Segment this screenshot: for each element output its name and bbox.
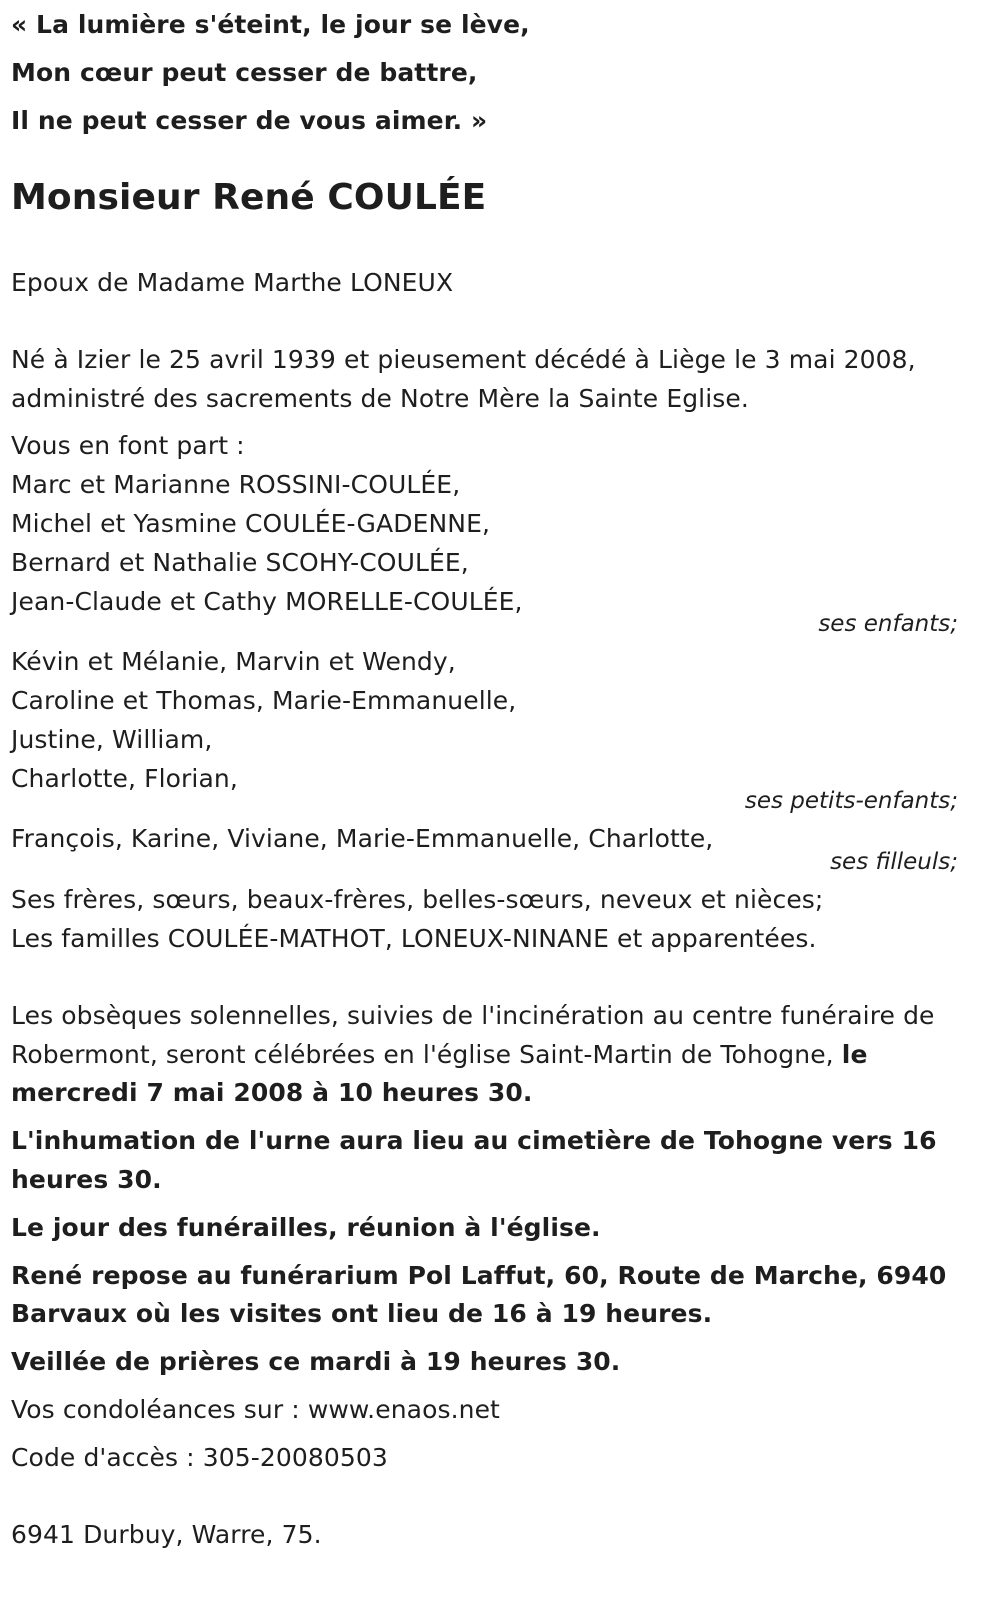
funeral-line-2-bold: le	[841, 1040, 868, 1069]
inhumation-line-2: heures 30.	[11, 1165, 162, 1194]
deceased-name-title: Monsieur René COULÉE	[11, 177, 487, 218]
children-label: ses enfants;	[818, 611, 958, 637]
inhumation-line-1: L'inhumation de l'urne aura lieu au cimetière de Tohogne vers 16	[11, 1126, 937, 1155]
godchildren-names: François, Karine, Viviane, Marie-Emmanuelle, Charlotte,	[11, 824, 714, 853]
birth-death-line-2: administré des sacrements de Notre Mère la Sainte Eglise.	[11, 384, 749, 413]
grandchild-entry: Caroline et Thomas, Marie-Emmanuelle,	[11, 686, 517, 715]
child-entry: Bernard et Nathalie SCOHY-COULÉE,	[11, 548, 469, 577]
child-entry: Michel et Yasmine COULÉE-GADENNE,	[11, 509, 491, 538]
grandchild-entry: Kévin et Mélanie, Marvin et Wendy,	[11, 647, 456, 676]
birth-death-line-1: Né à Izier le 25 avril 1939 et pieusement décédé à Liège le 3 mai 2008,	[11, 345, 916, 374]
grandchild-entry: Charlotte, Florian,	[11, 764, 238, 793]
child-entry: Marc et Marianne ROSSINI-COULÉE,	[11, 470, 461, 499]
meeting-line: Le jour des funérailles, réunion à l'église.	[11, 1213, 601, 1242]
child-entry: Jean-Claude et Cathy MORELLE-COULÉE,	[11, 587, 523, 616]
rest-line-2: Barvaux où les visites ont lieu de 16 à 19 heures.	[11, 1299, 713, 1328]
quote-line-3: Il ne peut cesser de vous aimer. »	[11, 106, 488, 135]
funeral-date-line: mercredi 7 mai 2008 à 10 heures 30.	[11, 1078, 533, 1107]
address-line: 6941 Durbuy, Warre, 75.	[11, 1520, 322, 1549]
announce-intro: Vous en font part :	[11, 431, 245, 460]
spouse-line: Epoux de Madame Marthe LONEUX	[11, 268, 454, 297]
funeral-line-2-text: Robermont, seront célébrées en l'église Saint-Martin de Tohogne,	[11, 1040, 842, 1069]
funeral-line-2	[11, 1040, 868, 1070]
grandchildren-label: ses petits-enfants;	[744, 788, 958, 814]
funeral-line-1: Les obsèques solennelles, suivies de l'incinération au centre funéraire de	[11, 1001, 935, 1030]
condolences-line: Vos condoléances sur : www.enaos.net	[11, 1395, 500, 1424]
family-line-2: Les familles COULÉE-MATHOT, LONEUX-NINANE et apparentées.	[11, 924, 817, 953]
godchildren-label: ses filleuls;	[830, 849, 958, 875]
grandchild-entry: Justine, William,	[11, 725, 213, 754]
family-line-1: Ses frères, sœurs, beaux-frères, belles-sœurs, neveux et nièces;	[11, 885, 824, 914]
access-code-line: Code d'accès : 305-20080503	[11, 1443, 388, 1472]
vigil-line: Veillée de prières ce mardi à 19 heures 30.	[11, 1347, 621, 1376]
rest-line-1: René repose au funérarium Pol Laffut, 60, Route de Marche, 6940	[11, 1261, 947, 1290]
quote-line-2: Mon cœur peut cesser de battre,	[11, 58, 478, 87]
quote-line-1: « La lumière s'éteint, le jour se lève,	[11, 10, 530, 39]
